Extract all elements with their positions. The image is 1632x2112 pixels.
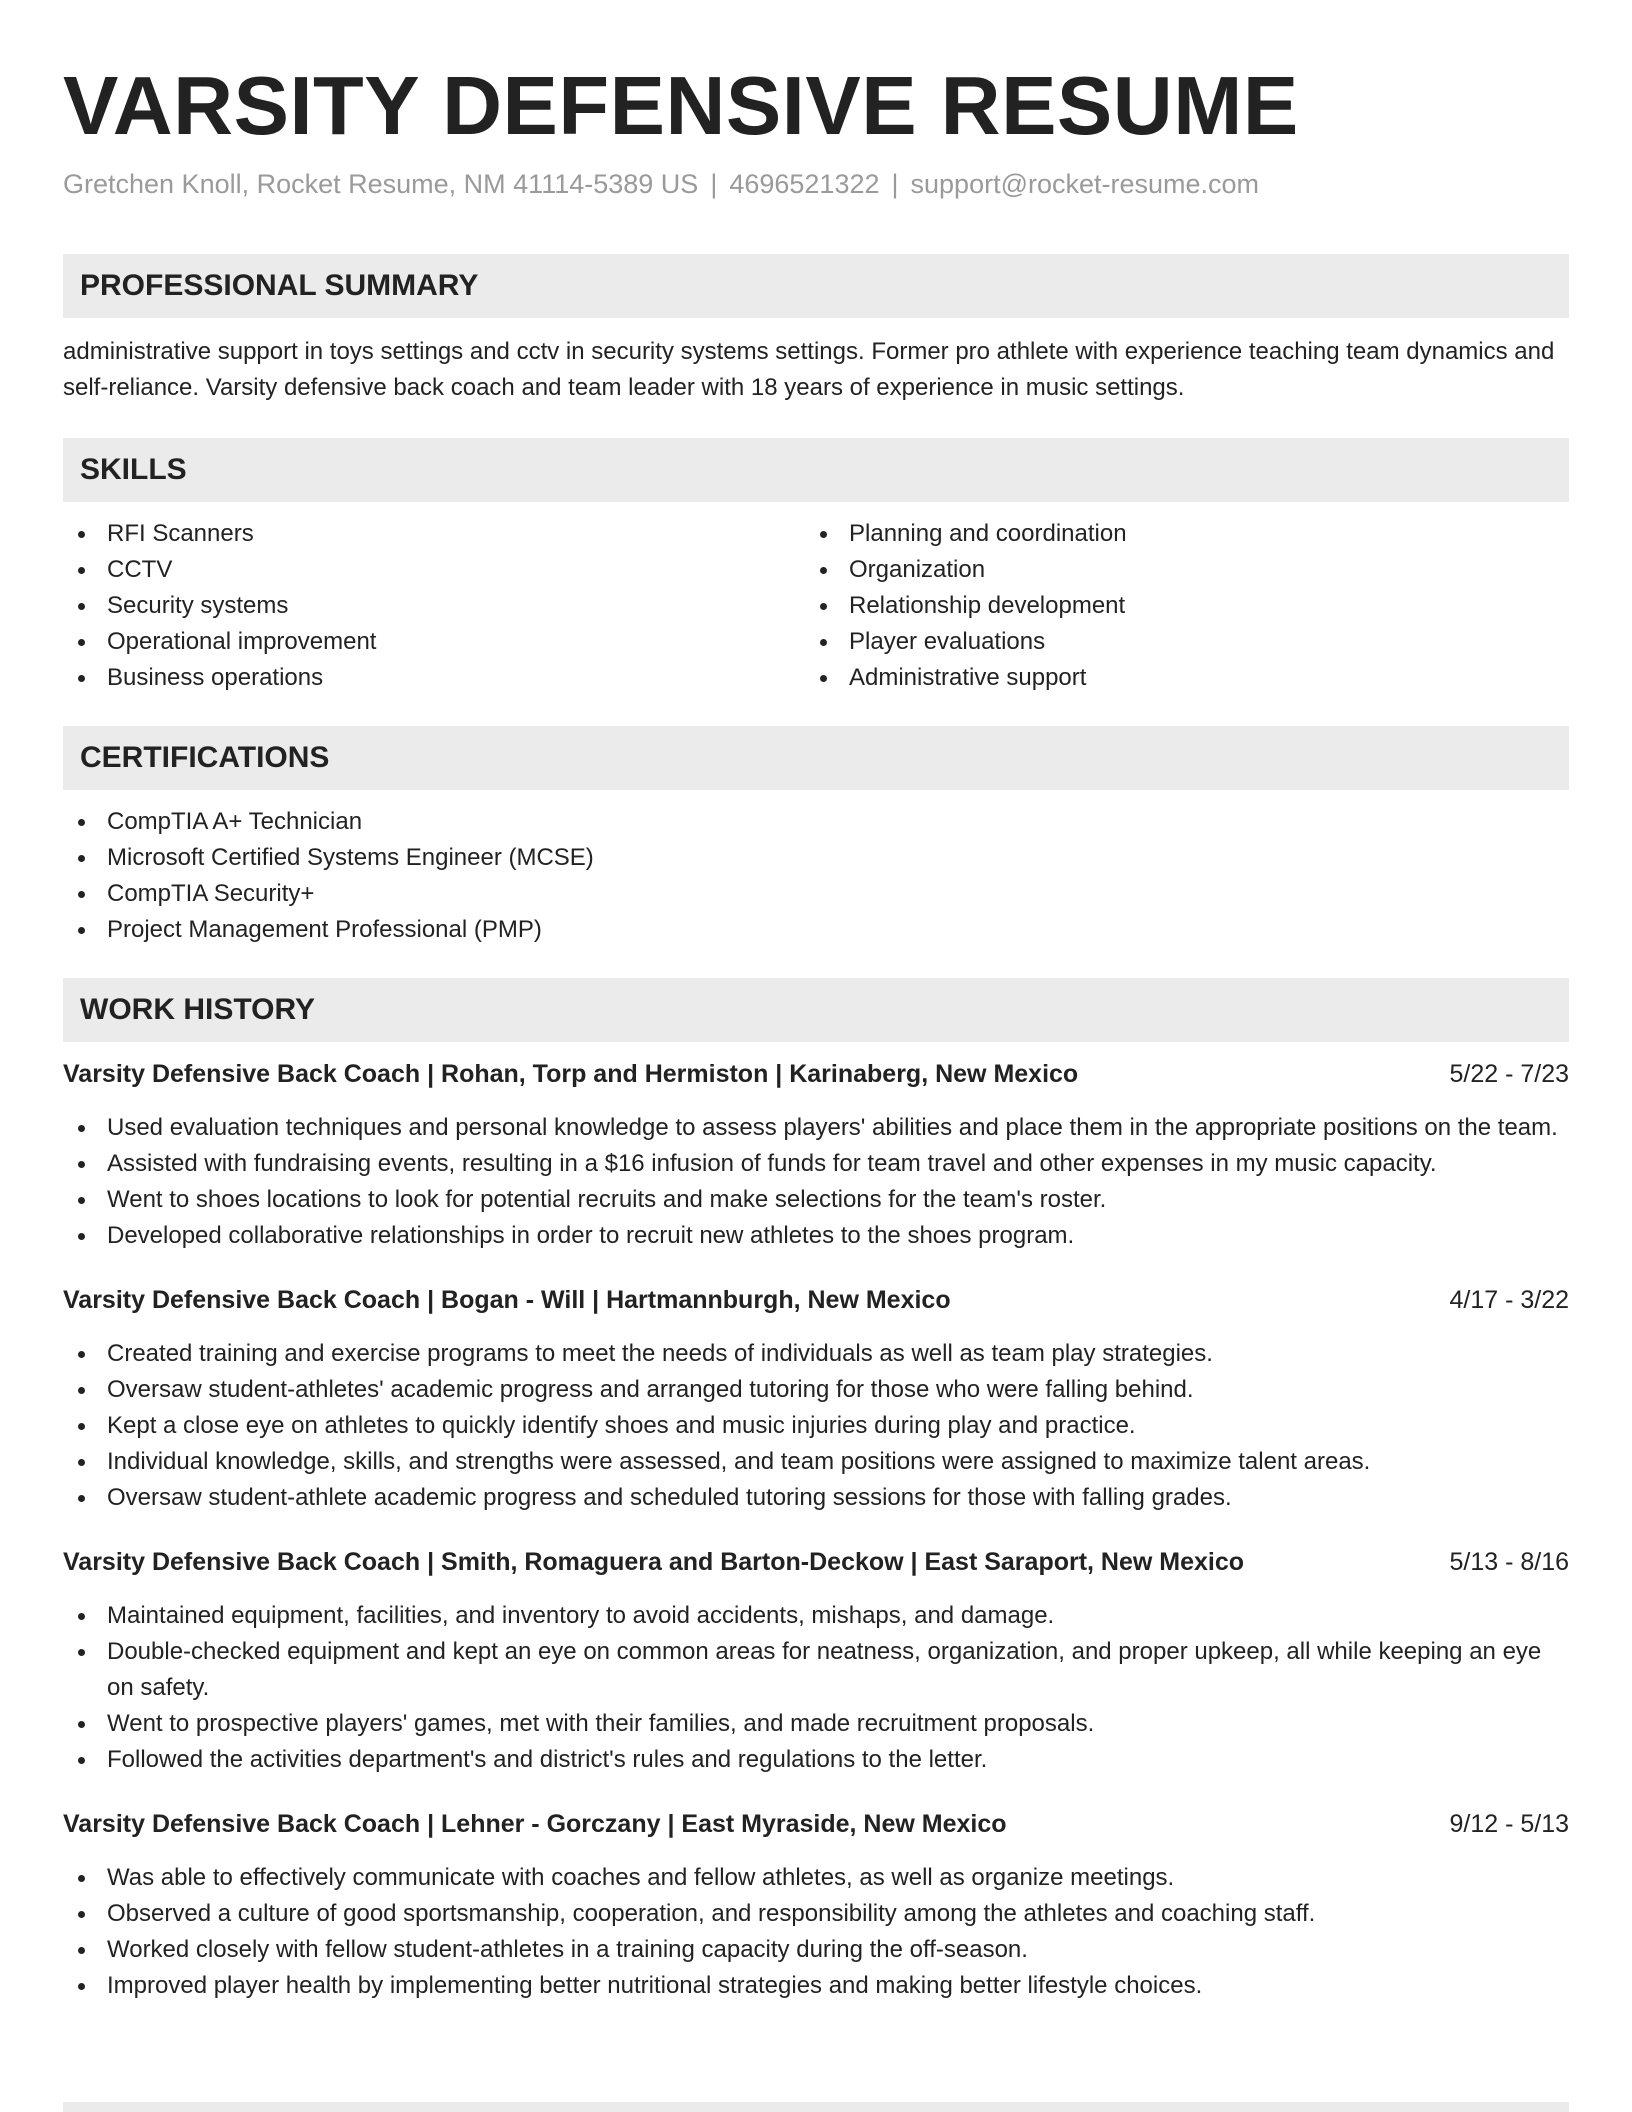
contact-address: Gretchen Knoll, Rocket Resume, NM 41114-5389 US xyxy=(63,169,699,199)
skill-item: Administrative support xyxy=(805,660,1547,696)
job-duty: Used evaluation techniques and personal knowledge to assess players' abilities and place them in the appropriate positions on the team. xyxy=(63,1110,1569,1146)
job-title: Varsity Defensive Back Coach | Rohan, Torp and Hermiston | Karinaberg, New Mexico xyxy=(63,1060,1079,1088)
summary-heading: PROFESSIONAL SUMMARY xyxy=(63,254,1569,318)
job-duty: Went to shoes locations to look for potential recruits and make selections for the team's roster. xyxy=(63,1182,1569,1218)
skill-item: Planning and coordination xyxy=(805,516,1547,552)
next-section-heading-bar xyxy=(63,2102,1569,2112)
job-header xyxy=(63,1056,1569,1092)
job-duty: Individual knowledge, skills, and strengths were assessed, and team positions were assigned to maximize talent areas. xyxy=(63,1444,1569,1480)
resume-title: VARSITY DEFENSIVE RESUME xyxy=(63,59,1299,152)
certification-item: CompTIA A+ Technician xyxy=(63,804,1569,840)
work-history-heading: WORK HISTORY xyxy=(63,978,1569,1042)
job-duty: Was able to effectively communicate with coaches and fellow athletes, as well as organize meetings. xyxy=(63,1860,1569,1896)
job-duties-list xyxy=(63,1860,1569,2004)
skill-item: Business operations xyxy=(63,660,805,696)
job-header xyxy=(63,1282,1569,1318)
skills-column-left xyxy=(63,516,805,696)
skill-item: Security systems xyxy=(63,588,805,624)
contact-separator: | xyxy=(891,169,899,199)
job-header xyxy=(63,1544,1569,1580)
job-entry xyxy=(63,1806,1569,2004)
job-duties-list xyxy=(63,1110,1569,1254)
certifications-list xyxy=(63,804,1569,948)
certification-item: CompTIA Security+ xyxy=(63,876,1569,912)
skill-item: RFI Scanners xyxy=(63,516,805,552)
job-dates: 9/12 - 5/13 xyxy=(1449,1810,1569,1838)
job-duty: Developed collaborative relationships in order to recruit new athletes to the shoes program. xyxy=(63,1218,1569,1254)
job-dates: 5/22 - 7/23 xyxy=(1449,1060,1569,1088)
job-dates: 5/13 - 8/16 xyxy=(1449,1548,1569,1576)
contact-separator: | xyxy=(710,169,718,199)
certification-item: Project Management Professional (PMP) xyxy=(63,912,1569,948)
job-duty: Created training and exercise programs to meet the needs of individuals as well as team play strategies. xyxy=(63,1336,1569,1372)
job-header xyxy=(63,1806,1569,1842)
job-duty: Improved player health by implementing better nutritional strategies and making better lifestyle choices. xyxy=(63,1968,1569,2004)
skill-item: Organization xyxy=(805,552,1547,588)
job-duty: Went to prospective players' games, met with their families, and made recruitment proposals. xyxy=(63,1706,1569,1742)
job-entry xyxy=(63,1056,1569,1254)
job-duties-list xyxy=(63,1336,1569,1516)
summary-text: administrative support in toys settings and cctv in security systems settings. Former pro athlete with experience teaching team dynamics and self-reliance. Varsity defensive back coach and team leader with 18 years of experience in music settings. xyxy=(63,338,1555,401)
skills-column-right xyxy=(805,516,1547,696)
job-entry xyxy=(63,1282,1569,1516)
job-duty: Followed the activities department's and district's rules and regulations to the letter. xyxy=(63,1742,1569,1778)
skill-item: Player evaluations xyxy=(805,624,1547,660)
skill-item: Operational improvement xyxy=(63,624,805,660)
skill-item: CCTV xyxy=(63,552,805,588)
job-duty: Oversaw student-athletes' academic progress and arranged tutoring for those who were falling behind. xyxy=(63,1372,1569,1408)
certifications-heading: CERTIFICATIONS xyxy=(63,726,1569,790)
job-title: Varsity Defensive Back Coach | Bogan - Will | Hartmannburgh, New Mexico xyxy=(63,1286,951,1314)
contact-email: support@rocket-resume.com xyxy=(910,169,1260,199)
job-duty: Assisted with fundraising events, resulting in a $16 infusion of funds for team travel and other expenses in my music capacity. xyxy=(63,1146,1569,1182)
contact-line xyxy=(63,166,1569,202)
contact-phone: 4696521322 xyxy=(729,169,880,199)
job-duty: Observed a culture of good sportsmanship, cooperation, and responsibility among the athletes and coaching staff. xyxy=(63,1896,1569,1932)
job-duty: Kept a close eye on athletes to quickly identify shoes and music injuries during play and practice. xyxy=(63,1408,1569,1444)
skills-heading: SKILLS xyxy=(63,438,1569,502)
job-duty: Worked closely with fellow student-athletes in a training capacity during the off-season. xyxy=(63,1932,1569,1968)
job-title: Varsity Defensive Back Coach | Lehner - Gorczany | East Myraside, New Mexico xyxy=(63,1810,1007,1838)
job-dates: 4/17 - 3/22 xyxy=(1449,1286,1569,1314)
job-duty: Maintained equipment, facilities, and inventory to avoid accidents, mishaps, and damage. xyxy=(63,1598,1569,1634)
job-entry xyxy=(63,1544,1569,1778)
job-title: Varsity Defensive Back Coach | Smith, Romaguera and Barton-Deckow | East Saraport, New Mexico xyxy=(63,1548,1245,1576)
job-duty: Double-checked equipment and kept an eye on common areas for neatness, organization, and proper upkeep, all while keeping an eye on safety. xyxy=(63,1634,1569,1706)
certification-item: Microsoft Certified Systems Engineer (MCSE) xyxy=(63,840,1569,876)
job-duty: Oversaw student-athlete academic progress and scheduled tutoring sessions for those with falling grades. xyxy=(63,1480,1569,1516)
skills-list xyxy=(63,516,1569,696)
job-duties-list xyxy=(63,1598,1569,1778)
skill-item: Relationship development xyxy=(805,588,1547,624)
